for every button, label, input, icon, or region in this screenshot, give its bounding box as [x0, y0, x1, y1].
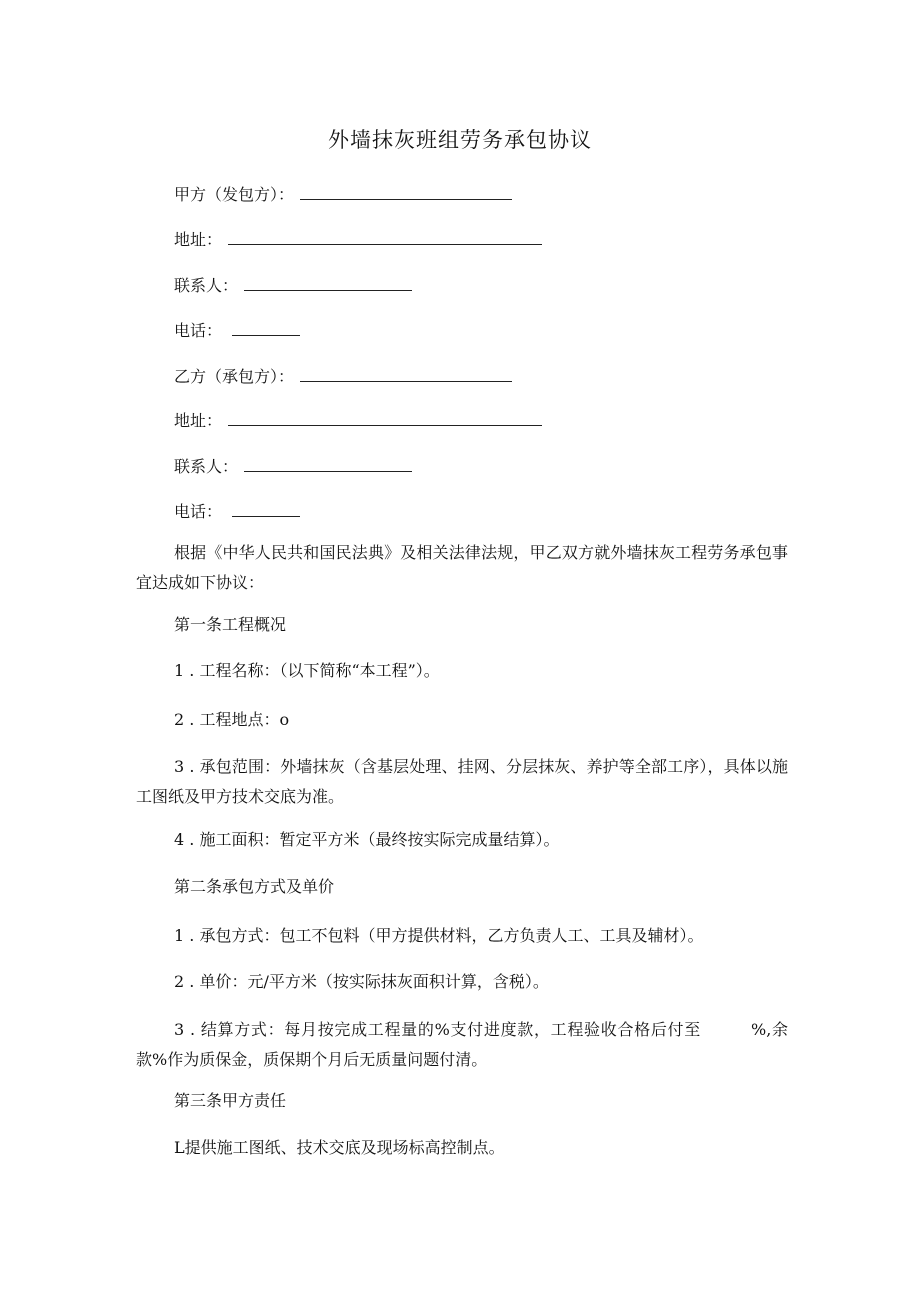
party-b-address-line — [174, 410, 542, 432]
party-b-contact-blank[interactable] — [244, 456, 412, 472]
party-a-contact-line — [174, 275, 412, 297]
party-a-contact-blank[interactable] — [244, 275, 412, 291]
party-b-line — [174, 366, 512, 388]
party-b-phone-blank[interactable] — [232, 501, 300, 517]
party-a-label: 甲方（发包方）： — [174, 185, 295, 204]
article1-item3: 3 . 承包范围：外墙抹灰（含基层处理、挂网、分层抹灰、养护等全部工序），具体以施工图纸及甲方技术交底为准。 — [136, 757, 788, 806]
article2-item3: 3 . 结算方式：每月按完成工程量的%支付进度款，工程验收合格后付至 %,余款%作为质保金，质保期个月后无质量问题付清。 — [136, 1020, 788, 1069]
article3-heading: 第三条甲方责任 — [174, 1091, 287, 1110]
article1-item1: 1 . 工程名称：（以下简称“本工程”）。 — [174, 661, 440, 680]
document-title: 外墙抹灰班组劳务承包协议 — [328, 128, 592, 152]
party-a-phone-line — [174, 320, 300, 342]
party-b-contact-line — [174, 456, 412, 478]
article1-item2: 2 . 工程地点：o — [174, 710, 290, 729]
party-a-line — [174, 184, 512, 206]
party-a-contact-label: 联系人： — [174, 276, 239, 295]
party-b-label: 乙方（承包方）： — [174, 367, 295, 386]
party-a-blank[interactable] — [300, 184, 512, 200]
party-a-phone-blank[interactable] — [232, 320, 300, 336]
party-b-phone-label: 电话： — [174, 502, 223, 521]
intro-paragraph: 根据《中华人民共和国民法典》及相关法律法规，甲乙双方就外墙抹灰工程劳务承包事宜达成如下协议： — [136, 543, 788, 592]
article2-item1: 1 . 承包方式：包工不包料（甲方提供材料，乙方负责人工、工具及辅材）。 — [174, 926, 704, 945]
party-a-address-blank[interactable] — [228, 229, 542, 245]
party-b-address-label: 地址： — [174, 411, 223, 430]
article1-heading: 第一条工程概况 — [174, 615, 287, 634]
party-b-address-blank[interactable] — [228, 410, 542, 426]
party-a-phone-label: 电话： — [174, 321, 223, 340]
party-b-contact-label: 联系人： — [174, 457, 239, 476]
article2-item2: 2 . 单价：元/平方米（按实际抹灰面积计算，含税）。 — [174, 972, 549, 991]
party-a-address-label: 地址： — [174, 230, 223, 249]
article3-item1: L提供施工图纸、技术交底及现场标高控制点。 — [174, 1138, 505, 1157]
article1-item4: 4 . 施工面积：暂定平方米（最终按实际完成量结算）。 — [174, 830, 560, 849]
party-b-phone-line — [174, 501, 300, 523]
article2-heading: 第二条承包方式及单价 — [174, 877, 335, 896]
party-a-address-line — [174, 229, 542, 251]
party-b-blank[interactable] — [300, 366, 512, 382]
